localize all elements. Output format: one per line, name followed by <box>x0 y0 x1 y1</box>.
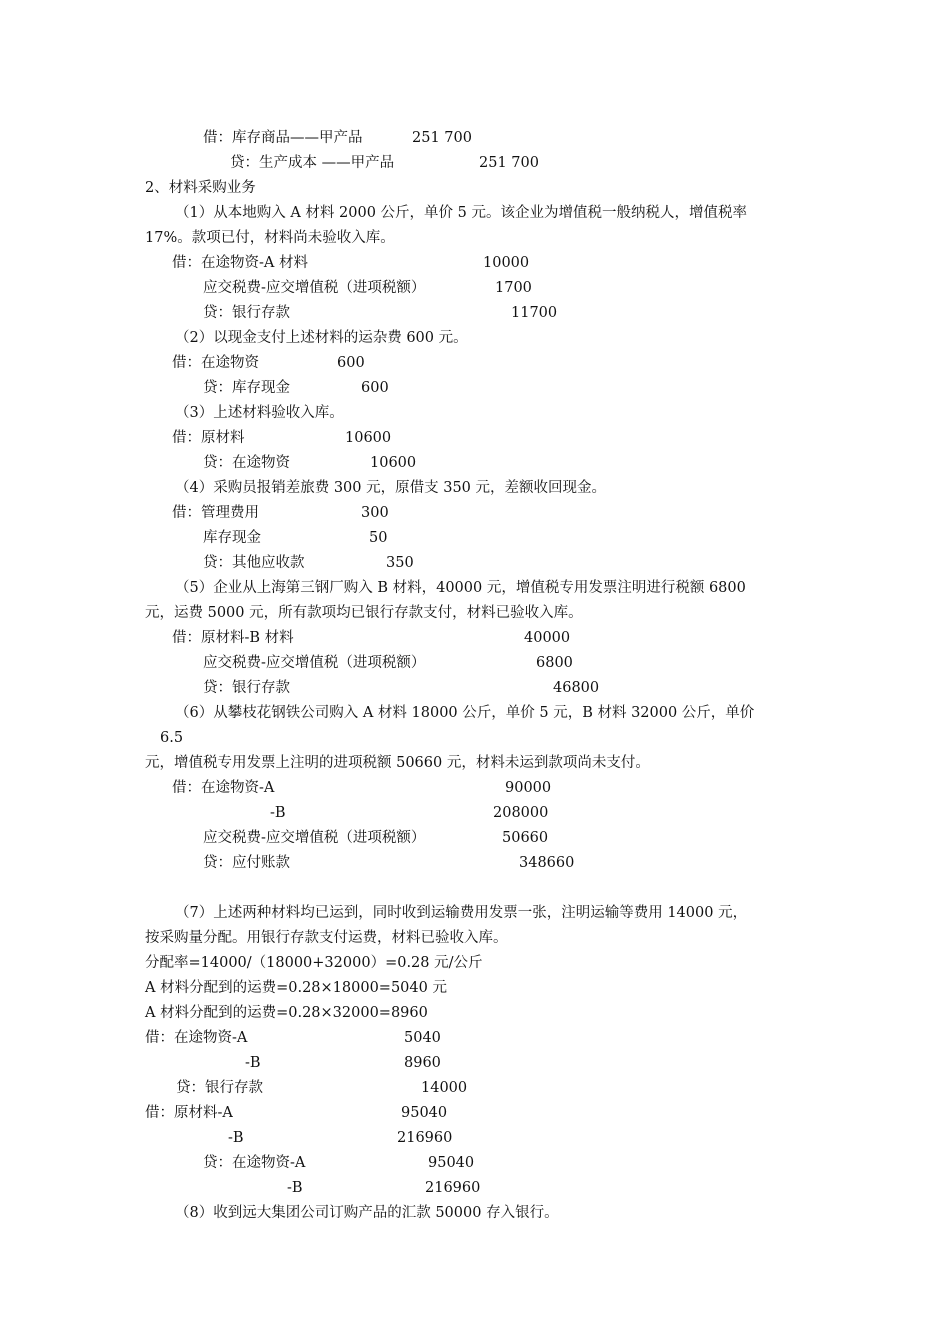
line-text: 贷：应付账款 <box>203 855 290 871</box>
line-text: -B <box>287 1180 303 1196</box>
line-amount: 10600 <box>345 430 392 446</box>
line-text: 借：原材料 <box>172 430 245 446</box>
line-text: （3）上述材料验收入库。 <box>175 405 344 421</box>
line-text: 分配率=14000/（18000+32000）=0.28 元/公斤 <box>145 955 483 971</box>
line-text: 6.5 <box>160 730 184 746</box>
line-text: （1）从本地购入 A 材料 2000 公斤，单价 5 元。该企业为增值税一般纳税人，增值税率 <box>175 205 747 221</box>
line-text: 元，运费 5000 元，所有款项均已银行存款支付，材料已验收入库。 <box>145 605 583 621</box>
line-text: 借：在途物资-A <box>145 1030 248 1046</box>
line-text: 应交税费-应交增值税（进项税额） <box>203 280 426 296</box>
line-text: -B <box>228 1130 244 1146</box>
line-amount: 14000 <box>421 1080 468 1096</box>
line-amount: 11700 <box>511 305 558 321</box>
line-text: 贷：生产成本 ——甲产品 <box>230 155 395 171</box>
line-text: 按采购量分配。用银行存款支付运费，材料已验收入库。 <box>145 930 508 946</box>
line-text: 17%。款项已付，材料尚未验收入库。 <box>145 230 395 246</box>
line-text: 借：在途物资-A 材料 <box>172 255 308 271</box>
line-amount: 10000 <box>483 255 530 271</box>
line-text: 借：在途物资 <box>172 355 259 371</box>
line-text: 借：原材料-B 材料 <box>172 630 294 646</box>
line-text: A 材料分配到的运费=0.28×18000=5040 元 <box>145 980 447 996</box>
line-amount: 90000 <box>505 780 552 796</box>
line-text: （8）收到远大集团公司订购产品的汇款 50000 存入银行。 <box>175 1205 559 1221</box>
line-text: 借：原材料-A <box>145 1105 233 1121</box>
line-text: 贷：在途物资-A <box>203 1155 306 1171</box>
line-amount: 46800 <box>553 680 600 696</box>
line-text: -B <box>270 805 286 821</box>
line-text: 贷：银行存款 <box>203 305 290 321</box>
line-amount: 95040 <box>401 1105 448 1121</box>
line-amount: 216960 <box>425 1180 481 1196</box>
line-amount: 40000 <box>524 630 571 646</box>
line-amount: 208000 <box>493 805 549 821</box>
line-text: （2）以现金支付上述材料的运杂费 600 元。 <box>175 330 468 346</box>
line-amount: 348660 <box>519 855 575 871</box>
line-amount: 8960 <box>404 1055 441 1071</box>
line-text: 贷：库存现金 <box>203 380 290 396</box>
line-text: 贷：在途物资 <box>203 455 290 471</box>
line-text: A 材料分配到的运费=0.28×32000=8960 <box>145 1005 428 1021</box>
line-text: 应交税费-应交增值税（进项税额） <box>203 830 426 846</box>
line-amount: 600 <box>361 380 389 396</box>
line-text: -B <box>245 1055 261 1071</box>
line-text: （4）采购员报销差旅费 300 元，原借支 350 元，差额收回现金。 <box>175 480 607 496</box>
line-text: 贷：银行存款 <box>176 1080 263 1096</box>
line-text: 借：管理费用 <box>172 505 259 521</box>
line-text: 元，增值税专用发票上注明的进项税额 50660 元，材料未运到款项尚未支付。 <box>145 755 650 771</box>
line-amount: 10600 <box>370 455 417 471</box>
line-amount: 95040 <box>428 1155 475 1171</box>
line-text: 借：库存商品——甲产品 <box>203 130 363 146</box>
line-amount: 350 <box>386 555 414 571</box>
line-amount: 6800 <box>536 655 573 671</box>
line-amount: 216960 <box>397 1130 453 1146</box>
line-text: 贷：银行存款 <box>203 680 290 696</box>
line-text: 应交税费-应交增值税（进项税额） <box>203 655 426 671</box>
line-amount: 300 <box>361 505 389 521</box>
line-amount: 251 700 <box>412 130 472 146</box>
line-amount: 1700 <box>495 280 532 296</box>
line-text: 库存现金 <box>203 530 261 546</box>
line-amount: 50 <box>369 530 388 546</box>
line-text: （5）企业从上海第三钢厂购入 B 材料，40000 元，增值税专用发票注明进行税额 6800 <box>175 580 746 596</box>
line-text: （7）上述两种材料均已运到，同时收到运输费用发票一张，注明运输等费用 14000 元， <box>175 905 748 921</box>
line-text: 借：在途物资-A <box>172 780 275 796</box>
line-amount: 600 <box>337 355 365 371</box>
line-text: 贷：其他应收款 <box>203 555 305 571</box>
line-amount: 251 700 <box>479 155 539 171</box>
line-amount: 50660 <box>502 830 549 846</box>
line-amount: 5040 <box>404 1030 441 1046</box>
line-text: 2、材料采购业务 <box>145 180 256 196</box>
line-text: （6）从攀枝花钢铁公司购入 A 材料 18000 公斤，单价 5 元，B 材料 32000 公斤，单价 <box>175 705 755 721</box>
